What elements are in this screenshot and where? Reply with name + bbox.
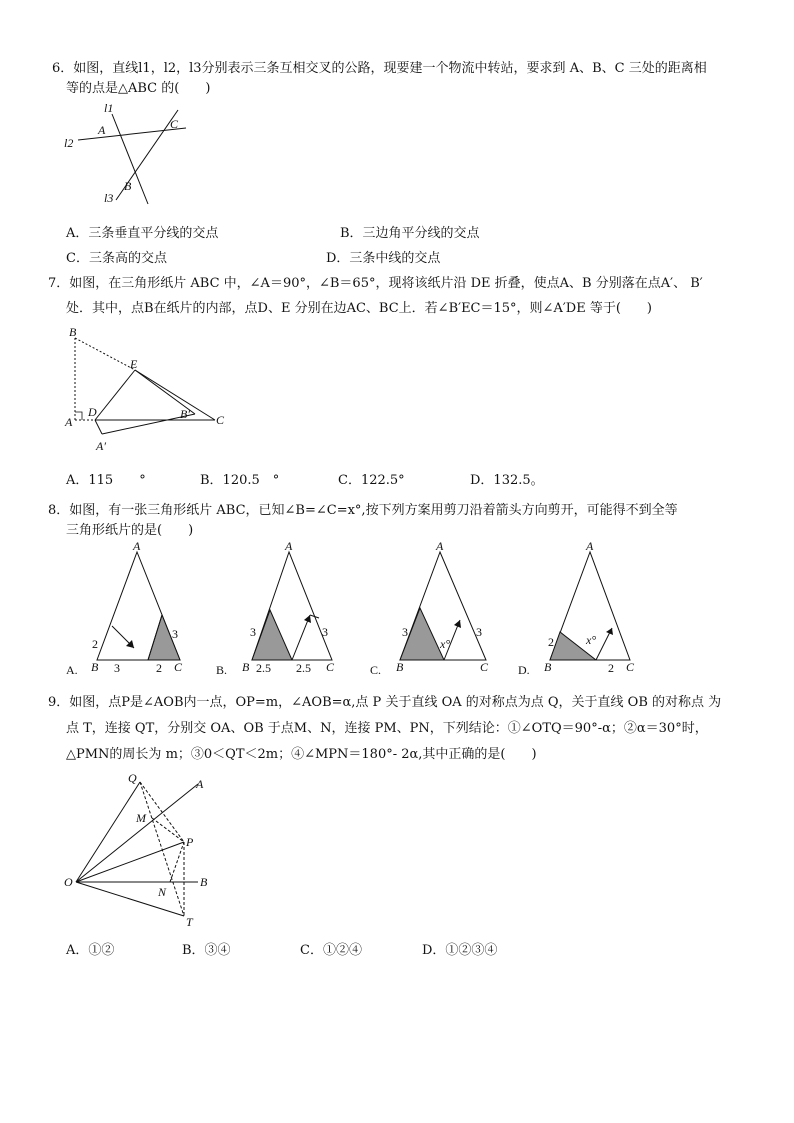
label-A: A — [436, 539, 444, 553]
label-O: O — [64, 875, 73, 889]
label-P: P — [186, 835, 194, 849]
side-label: 3 — [322, 625, 328, 639]
side-label: 2 — [156, 661, 162, 675]
label-B: B — [200, 875, 208, 889]
label-Q: Q — [128, 771, 137, 785]
label-N: N — [158, 885, 167, 899]
q8-figure-a — [62, 540, 192, 680]
label-C: C — [626, 660, 635, 674]
q6-stem-line2: 等的点是△ABC 的( ) — [66, 81, 211, 96]
q7-option-d[interactable]: D．132.5。 — [470, 473, 544, 488]
label-A: A — [586, 539, 594, 553]
q9-option-b[interactable]: B．③④ — [182, 943, 231, 958]
label-B-prime: B′ — [180, 407, 190, 421]
q6-option-c[interactable]: C．三条高的交点 — [66, 251, 167, 266]
side-label: 2 — [608, 661, 614, 675]
q8-figure-b — [214, 540, 344, 680]
angle-label: x° — [586, 633, 597, 647]
label-C: C — [174, 660, 183, 674]
q8-stem-line1: 8．如图，有一张三角形纸片 ABC，已知∠B=∠C=x°,按下列方案用剪刀沿着箭头方向剪开，可能得不到全等 — [48, 503, 678, 518]
side-label: 3 — [172, 627, 178, 641]
option-label: D. — [518, 663, 530, 677]
label-B: B — [544, 660, 552, 674]
label-A: A — [65, 415, 73, 429]
q7-stem-line1: 7．如图，在三角形纸片 ABC 中，∠A＝90°，∠B＝65°，现将该纸片沿 DE 折叠，使点A、B 分别落在点A′、 B′ — [48, 276, 703, 291]
q9-stem-line3: △PMN的周长为 m；③0＜QT＜2m；④∠MPN＝180°- 2α,其中正确的是( ) — [66, 747, 537, 762]
q9-option-a[interactable]: A．①② — [66, 943, 115, 958]
side-label: 3 — [476, 625, 482, 639]
label-D: D — [88, 405, 97, 419]
label-B: B — [69, 325, 77, 339]
q7-stem-line2: 处．其中，点B在纸片的内部，点D、E 分别在边AC、BC上．若∠B′EC＝15°，则∠A′DE 等于( ) — [66, 301, 652, 316]
label-A: A — [285, 539, 293, 553]
label-A: A — [98, 123, 106, 137]
label-l1: l1 — [104, 101, 114, 115]
label-l2: l2 — [64, 136, 74, 150]
q7-option-a[interactable]: A．115 ° — [66, 473, 146, 488]
label-C: C — [480, 660, 489, 674]
label-B: B — [242, 660, 250, 674]
side-label: 2 — [548, 635, 554, 649]
label-C: C — [326, 660, 335, 674]
side-label: 3 — [250, 625, 256, 639]
q6-figure — [60, 102, 200, 212]
q6-option-b[interactable]: B．三边角平分线的交点 — [340, 226, 480, 241]
q9-stem-line2: 点 T，连接 QT，分别交 OA、OB 于点M、N，连接 PM、PN，下列结论：①∠OTQ＝90°-α；②α＝30°时， — [66, 721, 708, 736]
q9-option-c[interactable]: C．①②④ — [300, 943, 362, 958]
side-label: 3 — [402, 625, 408, 639]
side-label: 3 — [114, 661, 120, 675]
option-label: B. — [216, 663, 228, 677]
q8-figure-c — [368, 540, 498, 680]
label-B: B — [396, 660, 404, 674]
label-A-prime: A′ — [96, 439, 106, 453]
label-E: E — [130, 357, 138, 371]
side-label: 2.5 — [256, 661, 271, 675]
label-l3: l3 — [104, 191, 114, 205]
side-label: 2.5 — [296, 661, 311, 675]
angle-label: x° — [440, 637, 451, 651]
option-label: A. — [66, 663, 78, 677]
q7-option-c[interactable]: C．122.5° — [338, 473, 405, 488]
q8-figure-d — [516, 540, 646, 680]
q9-option-d[interactable]: D．①②③④ — [422, 943, 498, 958]
q7-figure — [60, 326, 230, 461]
side-label: 2 — [92, 637, 98, 651]
label-A: A — [133, 539, 141, 553]
label-C: C — [216, 413, 225, 427]
q6-option-d[interactable]: D．三条中线的交点 — [326, 251, 441, 266]
q8-stem-line2: 三角形纸片的是( ) — [66, 523, 194, 538]
label-A: A — [196, 777, 204, 791]
q7-option-b[interactable]: B．120.5 ° — [200, 473, 280, 488]
q6-stem-line1: 6．如图，直线l1，l2，l3分别表示三条互相交叉的公路，现要建一个物流中转站，要求到 A、B、C 三处的距离相 — [52, 61, 707, 76]
option-label: C. — [370, 663, 382, 677]
label-T: T — [186, 915, 193, 929]
q9-stem-line1: 9．如图，点P是∠AOB内一点，OP=m，∠AOB=α,点 P 关于直线 OA 的对称点为点 Q，关于直线 OB 的对称点 为 — [48, 695, 722, 710]
q9-figure — [62, 770, 222, 930]
q6-option-a[interactable]: A．三条垂直平分线的交点 — [66, 226, 219, 241]
label-B: B — [91, 660, 99, 674]
label-B: B — [124, 179, 132, 193]
label-C: C — [170, 117, 179, 131]
label-M: M — [136, 811, 146, 825]
